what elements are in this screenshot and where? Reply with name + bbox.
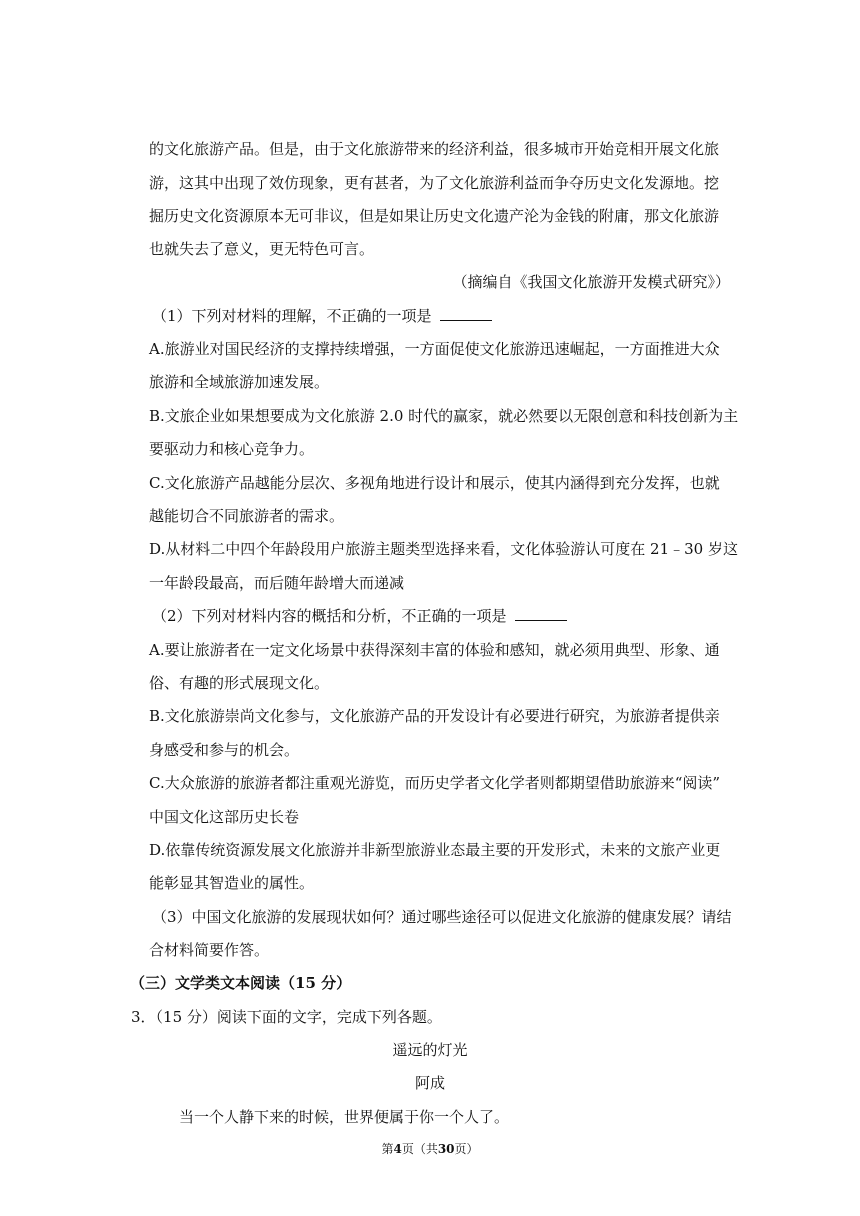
q2-option-b-line-1: B.文化旅游崇尚文化参与，文化旅游产品的开发设计有必要进行研究，为旅游者提供亲 [149,707,720,725]
q1-option-d-line-2: 一年龄段最高，而后随年龄增大而递减 [149,574,405,592]
q2-option-d-line-2: 能彰显其智造业的属性。 [149,874,315,892]
q2-option-c-line-2: 中国文化这部历史长卷 [149,808,300,826]
question-3-line-1: （3）中国文化旅游的发展现状如何？通过哪些途径可以促进文化旅游的健康发展？请结 [152,908,732,926]
q1-option-a-line-2: 旅游和全域旅游加速发展。 [149,373,330,391]
q1-option-b-line-1: B.文旅企业如果想要成为文化旅游 2.0 时代的赢家，就必然要以无限创意和科技创新为主 [149,407,739,425]
question-3-line-2: 合材料简要作答。 [149,941,270,959]
q2-option-d-line-1: D.依靠传统资源发展文化旅游并非新型旅游业态最主要的开发形式，未来的文旅产业更 [149,841,721,859]
story-first-line: 当一个人静下来的时候，世界便属于你一个人了。 [179,1108,510,1126]
question-main: 3．（15 分）阅读下面的文字，完成下列各题。 [131,1008,442,1026]
q2-option-b-line-2: 身感受和参与的机会。 [149,741,300,759]
q1-option-d-line-1: D.从材料二中四个年龄段用户旅游主题类型选择来看，文化体验游认可度在 21﹣30 岁这 [149,540,738,558]
story-title: 遥远的灯光 [392,1041,468,1059]
section-heading: （三）文学类文本阅读（15 分） [130,974,352,992]
page-number: 4 [393,1142,402,1156]
q2-option-c-line-1: C.大众旅游的旅游者都注重观光游览，而历史学者文化学者则都期望借助旅游来“阅读” [149,774,721,792]
q1-option-a-line-1: A.旅游业对国民经济的支撑持续增强，一方面促使文化旅游迅速崛起，一方面推进大众 [149,340,720,358]
question-2-stem: （2）下列对材料内容的概括和分析，不正确的一项是 [152,606,567,626]
intro-line-1: 的文化旅游产品。但是，由于文化旅游带来的经济利益，很多城市开始竞相开展文化旅 [149,140,720,158]
intro-line-2: 游，这其中出现了效仿现象，更有甚者，为了文化旅游利益而争夺历史文化发源地。挖 [149,174,720,192]
page-footer: 第4页（共30页） [381,1142,479,1156]
q1-option-c-line-2: 越能切合不同旅游者的需求。 [149,507,345,525]
intro-line-3: 掘历史文化资源原本无可非议，但是如果让历史文化遗产沦为金钱的附庸，那文化旅游 [149,207,720,225]
q1-option-b-line-2: 要驱动力和核心竞争力。 [149,440,315,458]
answer-blank [515,606,567,621]
question-1-stem: （1）下列对材料的理解，不正确的一项是 [152,306,492,326]
story-author: 阿成 [414,1074,445,1092]
page-total: 30 [437,1142,455,1156]
q1-option-c-line-1: C.文化旅游产品越能分层次、多视角地进行设计和展示，使其内涵得到充分发挥，也就 [149,474,720,492]
intro-line-4: 也就失去了意义，更无特色可言。 [149,240,375,258]
answer-blank [440,306,492,321]
source-citation: （摘编自《我国文化旅游开发模式研究》） [452,273,730,291]
q2-option-a-line-2: 俗、有趣的形式展现文化。 [149,674,330,692]
q2-option-a-line-1: A.要让旅游者在一定文化场景中获得深刻丰富的体验和感知，就必须用典型、形象、通 [149,641,720,659]
